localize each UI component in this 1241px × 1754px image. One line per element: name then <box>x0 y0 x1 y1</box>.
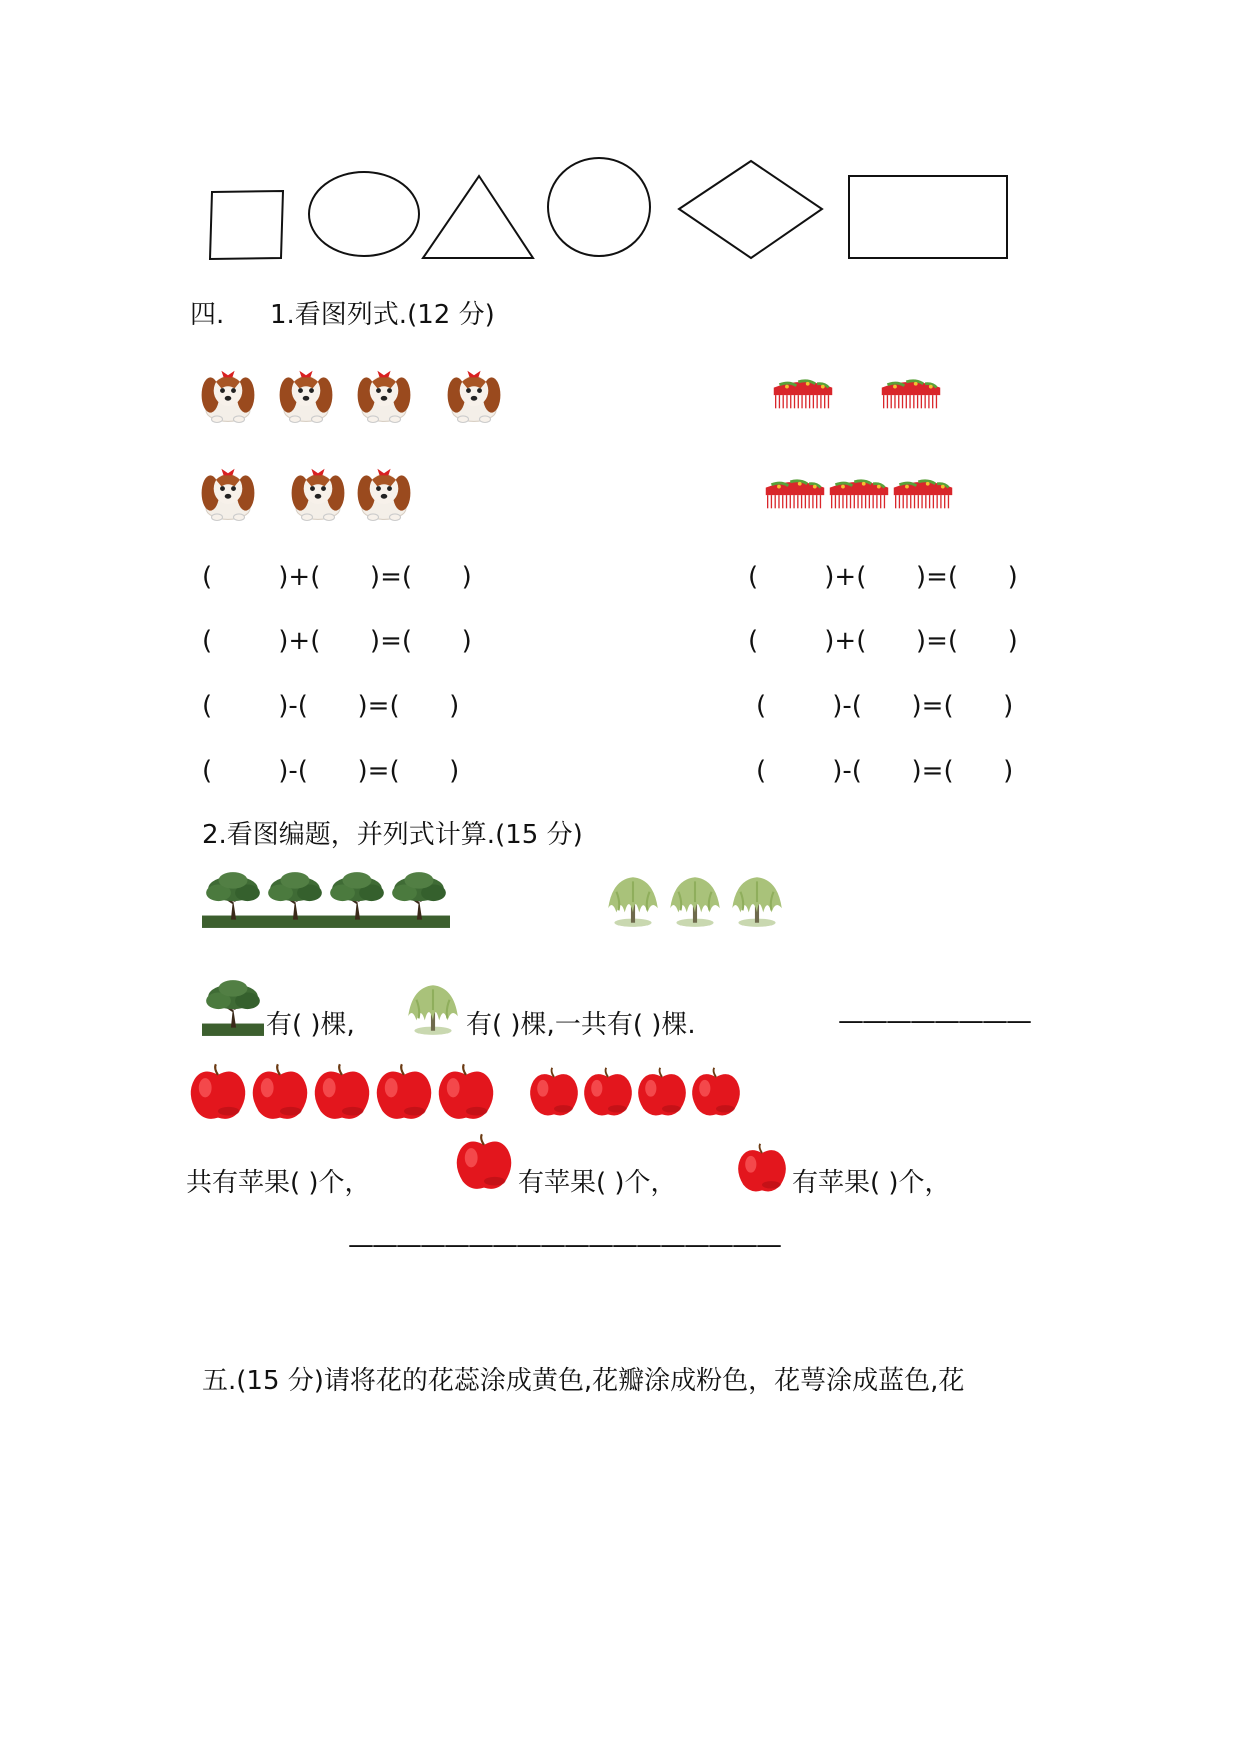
section-4-label: 四. <box>190 300 225 330</box>
rectangle-shape <box>849 176 1007 258</box>
comb-icon <box>890 470 956 524</box>
section-5-text: 五.(15 分)请将花的花蕊涂成黄色,花瓣涂成粉色，花萼涂成蓝色,花 <box>202 1366 965 1396</box>
equation-right-1: ( )+( )=( ) <box>748 562 1018 592</box>
tree-sentence-part2: 有( )棵,一共有( )棵. <box>466 1010 696 1040</box>
shapes-row <box>0 0 1241 280</box>
apple-sentence-part1: 共有苹果( )个， <box>186 1168 371 1198</box>
square-shape <box>210 191 283 259</box>
apple-icon <box>452 1130 516 1194</box>
tree-icon <box>202 978 264 1036</box>
apple-sentence-part3: 有苹果( )个， <box>792 1168 951 1198</box>
apple-icon <box>688 1064 744 1120</box>
dog-icon <box>351 460 417 526</box>
comb-group <box>770 370 960 530</box>
equation-right-3: ( )-( )=( ) <box>756 691 1014 721</box>
equation-left-4: ( )-( )=( ) <box>202 756 460 786</box>
comb-icon <box>878 370 944 424</box>
tree-icon <box>388 870 450 928</box>
question-1-title: 1.看图列式.(12 分) <box>270 300 495 330</box>
equation-left-3: ( )-( )=( ) <box>202 691 460 721</box>
apple-sentence-part2: 有苹果( )个， <box>518 1168 677 1198</box>
apple-answer-line: —————————————————— <box>348 1230 780 1260</box>
apple-group <box>186 1060 746 1130</box>
dog-icon <box>195 362 261 428</box>
comb-icon <box>762 470 828 524</box>
dog-icon <box>351 362 417 428</box>
tree-icon <box>264 870 326 928</box>
question-2-title: 2.看图编题，并列式计算.(15 分) <box>202 820 583 850</box>
oak-tree-group <box>202 870 452 930</box>
comb-icon <box>770 370 836 424</box>
dog-icon <box>285 460 351 526</box>
apple-icon <box>634 1064 690 1120</box>
equation-left-2: ( )+( )=( ) <box>202 626 472 656</box>
tree-answer-line: ———————— <box>838 1006 1030 1036</box>
tree-icon <box>202 870 264 928</box>
equation-right-2: ( )+( )=( ) <box>748 626 1018 656</box>
equation-right-4: ( )-( )=( ) <box>756 756 1014 786</box>
willow-tree-group <box>602 870 792 930</box>
willow-icon <box>602 870 664 930</box>
apple-icon <box>310 1060 374 1124</box>
dog-icon <box>441 362 507 428</box>
apple-icon <box>526 1064 582 1120</box>
tree-sentence-part1: 有( )棵, <box>266 1010 355 1040</box>
tree-icon <box>326 870 388 928</box>
apple-icon <box>372 1060 436 1124</box>
dog-icon <box>273 362 339 428</box>
apple-icon <box>434 1060 498 1124</box>
apple-icon <box>580 1064 636 1120</box>
willow-icon <box>402 978 464 1038</box>
diamond-shape <box>679 161 822 258</box>
willow-icon <box>726 870 788 930</box>
equation-left-1: ( )+( )=( ) <box>202 562 472 592</box>
willow-icon <box>664 870 726 930</box>
apple-icon <box>186 1060 250 1124</box>
dog-group <box>195 362 535 532</box>
apple-icon <box>734 1140 790 1196</box>
apple-icon <box>248 1060 312 1124</box>
circle-shape <box>548 158 650 256</box>
dog-icon <box>195 460 261 526</box>
oval-shape <box>309 172 419 256</box>
triangle-shape <box>423 176 533 258</box>
comb-icon <box>826 470 892 524</box>
